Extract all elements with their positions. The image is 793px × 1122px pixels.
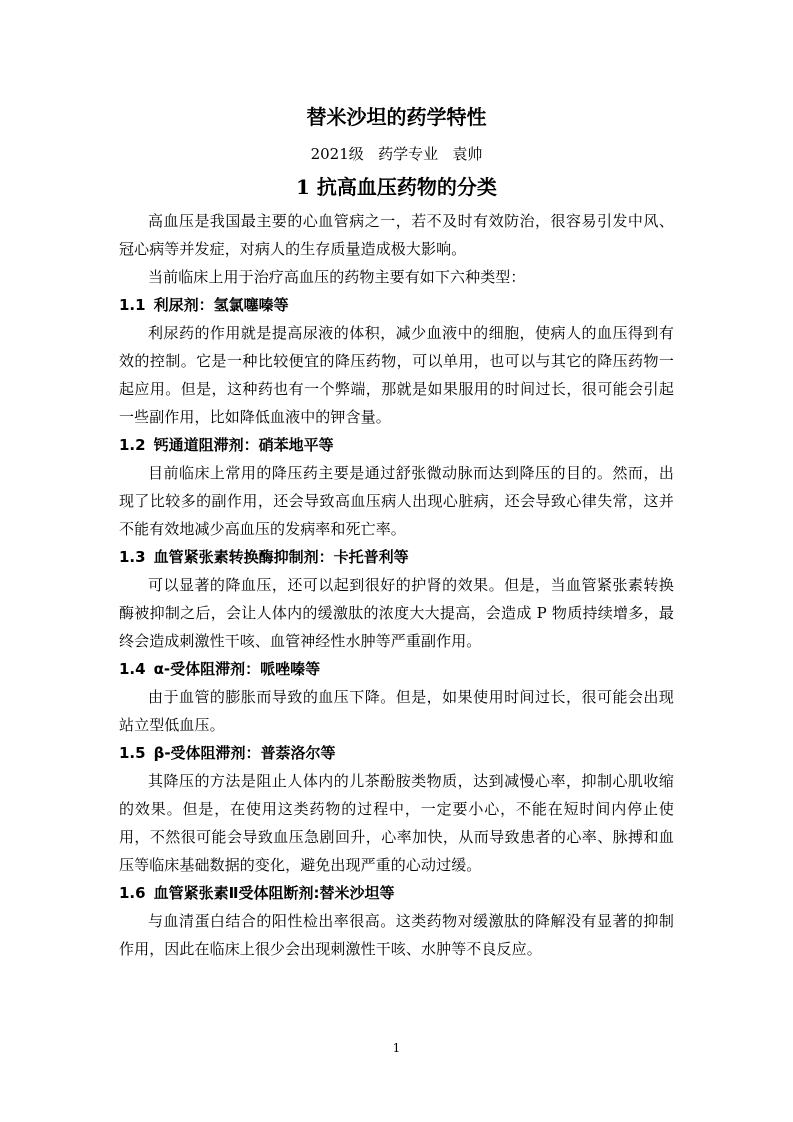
subsection-paragraph: 与血清蛋白结合的阳性检出率很高。这类药物对缓激肽的降解没有显著的抑制作用，因此在临床上很少会出现刺激性干咳、水肿等不良反应。 <box>119 912 674 958</box>
subsection-title: 利尿剂：氢氯噻嗪等 <box>153 296 289 314</box>
subsection-heading <box>119 291 674 319</box>
subsection-heading <box>119 739 674 767</box>
intro-paragraph: 高血压是我国最主要的心血管病之一，若不及时有效防治，很容易引发中风、冠心病等并发症，对病人的生存质量造成极大影响。 <box>119 212 674 258</box>
subsection-number: 1.5 <box>119 744 146 762</box>
subsection-paragraph: 其降压的方法是阻止人体内的儿茶酚胺类物质，达到减慢心率，抑制心肌收缩的效果。但是，在使用这类药物的过程中，一定要小心，不能在短时间内停止使用，不然很可能会导致血压急剧回升，心率加快，从而导致患者的心率、脉搏和血压等临床基础数据的变化，避免出现严重的心动过缓。 <box>119 772 674 874</box>
subsection-paragraph: 可以显著的降血压，还可以起到很好的护肾的效果。但是，当血管紧张素转换酶被抑制之后，会让人体内的缓激肽的浓度大大提高，会造成 P 物质持续增多，最终会造成刺激性干咳、血管神经性水肿等严重副作用。 <box>119 576 674 650</box>
subsection-heading <box>119 543 674 571</box>
subsection-heading <box>119 431 674 459</box>
subsection-title: 血管紧张素Ⅱ受体阻断剂:替米沙坦等 <box>153 884 395 902</box>
author-line: 2021级 药学专业 袁帅 <box>310 145 483 163</box>
page-number: 1 <box>392 1041 401 1055</box>
subsection-heading <box>119 879 674 907</box>
subsection-number: 1.4 <box>119 660 146 678</box>
section-heading: 1 抗高血压药物的分类 <box>296 175 497 199</box>
intro-paragraph: 当前临床上用于治疗高血压的药物主要有如下六种类型： <box>148 268 526 286</box>
subsection-title: β-受体阻滞剂：普萘洛尔等 <box>153 744 336 762</box>
document-body <box>119 207 674 963</box>
subsection-title: 钙通道阻滞剂：硝苯地平等 <box>153 436 334 454</box>
subsection-number: 1.2 <box>119 436 146 454</box>
subsection-paragraph: 由于血管的膨胀而导致的血压下降。但是，如果使用时间过长，很可能会出现站立型低血压。 <box>119 688 674 734</box>
subsection-number: 1.3 <box>119 548 146 566</box>
subsection-number: 1.1 <box>119 296 146 314</box>
subsection-heading <box>119 655 674 683</box>
subsection-paragraph: 利尿药的作用就是提高尿液的体积，减少血液中的细胞，使病人的血压得到有效的控制。它是一种比较便宜的降压药物，可以单用，也可以与其它的降压药物一起应用。但是，这种药也有一个弊端，那就是如果服用的时间过长，很可能会引起一些副作用，比如降低血液中的钾含量。 <box>119 324 674 426</box>
subsection-paragraph: 目前临床上常用的降压药主要是通过舒张微动脉而达到降压的目的。然而，出现了比较多的副作用，还会导致高血压病人出现心脏病，还会导致心律失常，这并不能有效地减少高血压的发病率和死亡率。 <box>119 464 674 538</box>
subsection-number: 1.6 <box>119 884 146 902</box>
document-title: 替米沙坦的药学特性 <box>306 105 487 129</box>
subsection-title: α-受体阻滞剂：哌唑嗪等 <box>153 660 321 678</box>
subsection-title: 血管紧张素转换酶抑制剂：卡托普利等 <box>153 548 409 566</box>
